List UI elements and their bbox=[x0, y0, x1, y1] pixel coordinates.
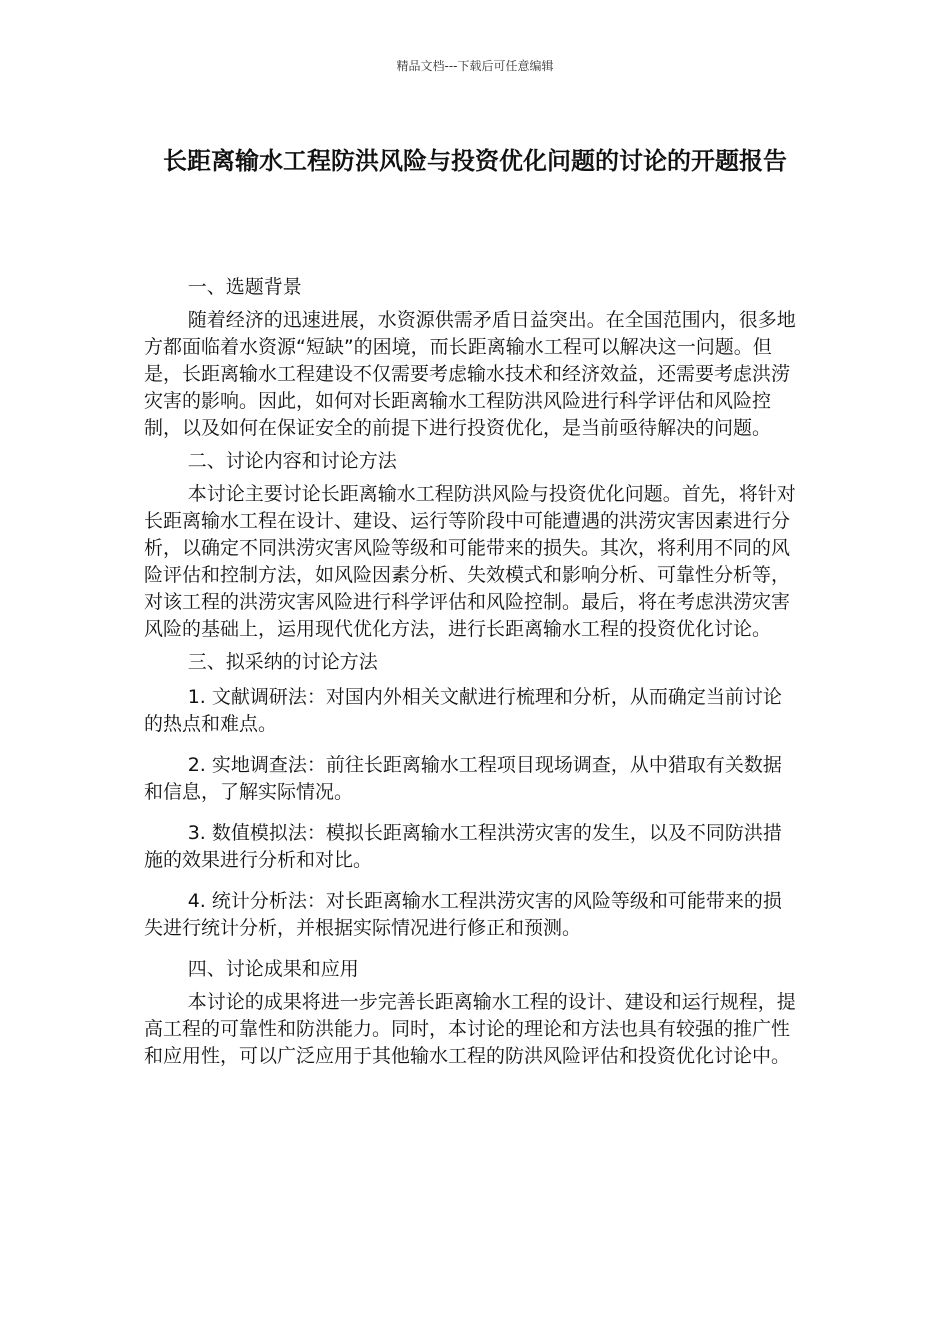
section-heading-content-methods: 二、讨论内容和讨论方法 bbox=[187, 450, 397, 472]
results-paragraph: 本讨论的成果将进一步完善长距离输水工程的设计、建设和运行规程，提高工程的可靠性和防洪能力。同时，本讨论的理论和方法也具有较强的推广性和应用性，可以广泛应用于其他输水工程的防洪风险评估和投资优化讨论中。 bbox=[144, 991, 796, 1067]
section-heading-results: 四、讨论成果和应用 bbox=[187, 958, 359, 980]
method-item-field-survey: 2. 实地调查法：前往长距离输水工程项目现场调查，从中猎取有关数据和信息，了解实际情况。 bbox=[144, 754, 782, 803]
document-title: 长距离输水工程防洪风险与投资优化问题的讨论的开题报告 bbox=[163, 147, 787, 175]
document-body bbox=[144, 268, 800, 1076]
method-item-literature: 1. 文献调研法：对国内外相关文献进行梳理和分析，从而确定当前讨论的热点和难点。 bbox=[144, 686, 782, 735]
method-item-statistical-analysis: 4. 统计分析法：对长距离输水工程洪涝灾害的风险等级和可能带来的损失进行统计分析，并根据实际情况进行修正和预测。 bbox=[144, 890, 782, 939]
content-methods-paragraph: 本讨论主要讨论长距离输水工程防洪风险与投资优化问题。首先，将针对长距离输水工程在设计、建设、运行等阶段中可能遭遇的洪涝灾害因素进行分析，以确定不同洪涝灾害风险等级和可能带来的损失。其次，将利用不同的风险评估和控制方法，如风险因素分析、失效模式和影响分析、可靠性分析等，对该工程的洪涝灾害风险进行科学评估和风险控制。最后，将在考虑洪涝灾害风险的基础上，运用现代优化方法，进行长距离输水工程的投资优化讨论。 bbox=[144, 483, 796, 640]
method-item-numerical-simulation: 3. 数值模拟法：模拟长距离输水工程洪涝灾害的发生，以及不同防洪措施的效果进行分析和对比。 bbox=[144, 822, 782, 871]
background-paragraph: 随着经济的迅速进展，水资源供需矛盾日益突出。在全国范围内，很多地方都面临着水资源“短缺”的困境，而长距离输水工程可以解决这一问题。但是，长距离输水工程建设不仅需要考虑输水技术和经济效益，还需要考虑洪涝灾害的影响。因此，如何对长距离输水工程防洪风险进行科学评估和风险控制，以及如何在保证安全的前提下进行投资优化，是当前亟待解决的问题。 bbox=[144, 309, 796, 439]
document-header-note: 精品文档---下载后可任意编辑 bbox=[396, 59, 554, 73]
section-heading-proposed-methods: 三、拟采纳的讨论方法 bbox=[187, 651, 378, 673]
section-heading-background: 一、选题背景 bbox=[187, 276, 302, 298]
